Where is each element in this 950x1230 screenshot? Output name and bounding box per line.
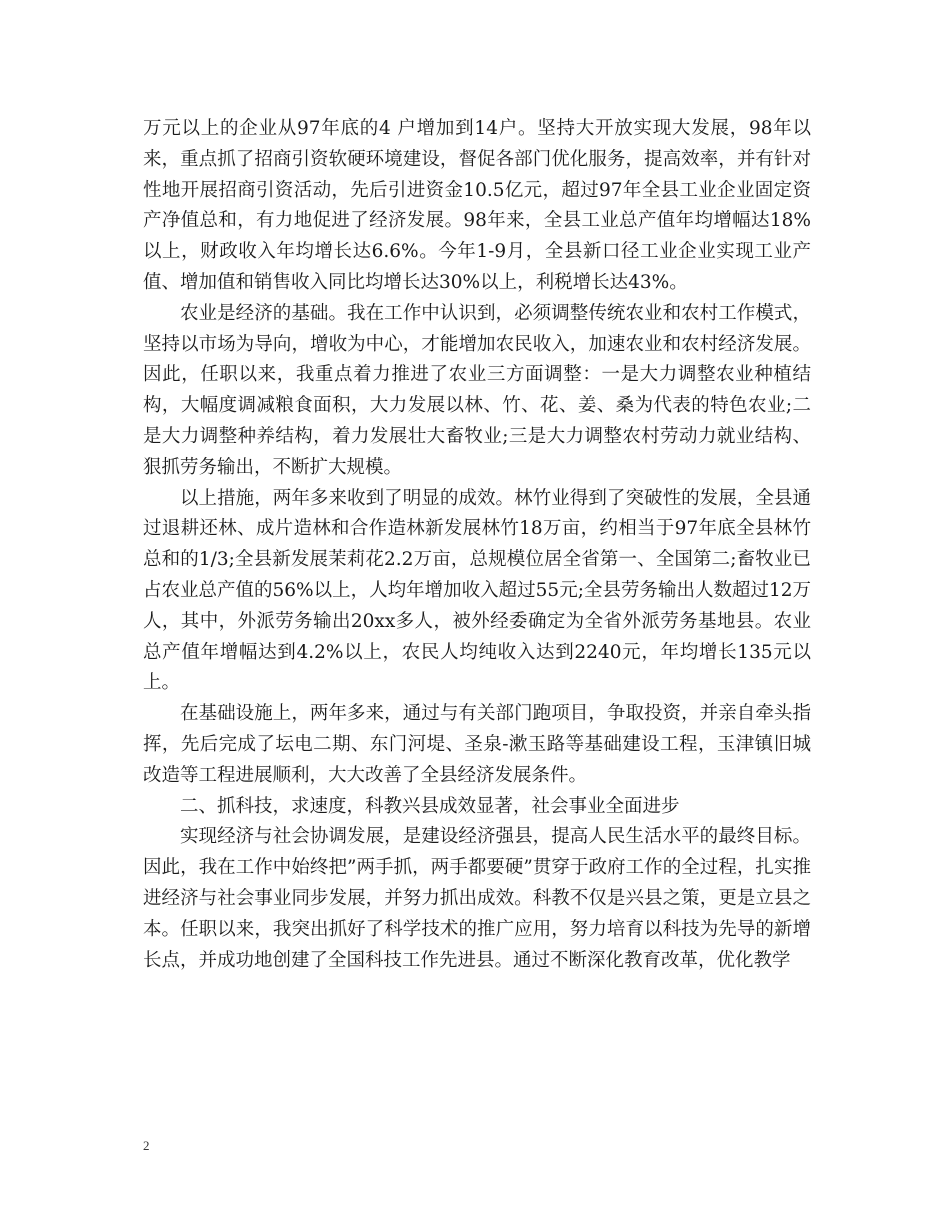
- page-number: 2: [143, 1138, 150, 1153]
- paragraph-continuation: 万元以上的企业从97年底的4 户增加到14户。坚持大开放实现大发展，98年以来，重点抓了招商引资软硬环境建设，督促各部门优化服务，提高效率，并有针对性地开展招商引资活动，先后引进资金10.5亿元，超过97年全县工业企业固定资产净值总和，有力地促进了经济发展。98年来，全县工业总产值年均增幅达18%以上，财政收入年均增长达6.6%。今年1-9月，全县新口径工业企业实现工业产值、增加值和销售收入同比均增长达30%以上，利税增长达43%。: [143, 118, 811, 293]
- paragraph-agriculture: 农业是经济的基础。我在工作中认识到，必须调整传统农业和农村工作模式，坚持以市场为导向，增收为中心，才能增加农民收入，加速农业和农村经济发展。因此，任职以来，我重点着力推进了农业三方面调整：一是大力调整农业种植结构，大幅度调减粮食面积，大力发展以林、竹、花、姜、桑为代表的特色农业;二是大力调整种养结构，着力发展壮大畜牧业;三是大力调整农村劳动力就业结构、狠抓劳务输出，不断扩大规模。: [143, 302, 811, 478]
- document-body: [143, 114, 811, 976]
- paragraph-results: 以上措施，两年多来收到了明显的成效。林竹业得到了突破性的发展，全县通过退耕还林、成片造林和合作造林新发展林竹18万亩，约相当于97年底全县林竹总和的1/3;全县新发展茉莉花2.2万亩，总规模位居全省第一、全国第二;畜牧业已占农业总产值的56%以上，人均年增加收入超过55元;全县劳务输出人数超过12万人，其中，外派劳务输出20xx多人，被外经委确定为全省外派劳务基地县。农业总产值年增幅达到4.2%以上，农民人均纯收入达到2240元，年均增长135元以上。: [143, 487, 811, 694]
- paragraph-science-education: 实现经济与社会协调发展，是建设经济强县，提高人民生活水平的最终目标。因此，我在工作中始终把”两手抓，两手都要硬”贯穿于政府工作的全过程，扎实推进经济与社会事业同步发展，并努力抓出成效。科教不仅是兴县之策，更是立县之本。任职以来，我突出抓好了科学技术的推广应用，努力培育以科技为先导的新增长点，并成功地创建了全国科技工作先进县。通过不断深化教育改革，优化教学: [143, 826, 811, 971]
- paragraph-infrastructure: 在基础设施上，两年多来，通过与有关部门跑项目，争取投资，并亲自牵头指挥，先后完成了坛电二期、东门河堤、圣泉-漱玉路等基础建设工程，玉津镇旧城改造等工程进展顺利，大大改善了全县经济发展条件。: [143, 703, 811, 786]
- section-heading: 二、抓科技，求速度，科教兴县成效显著，社会事业全面进步: [180, 795, 680, 817]
